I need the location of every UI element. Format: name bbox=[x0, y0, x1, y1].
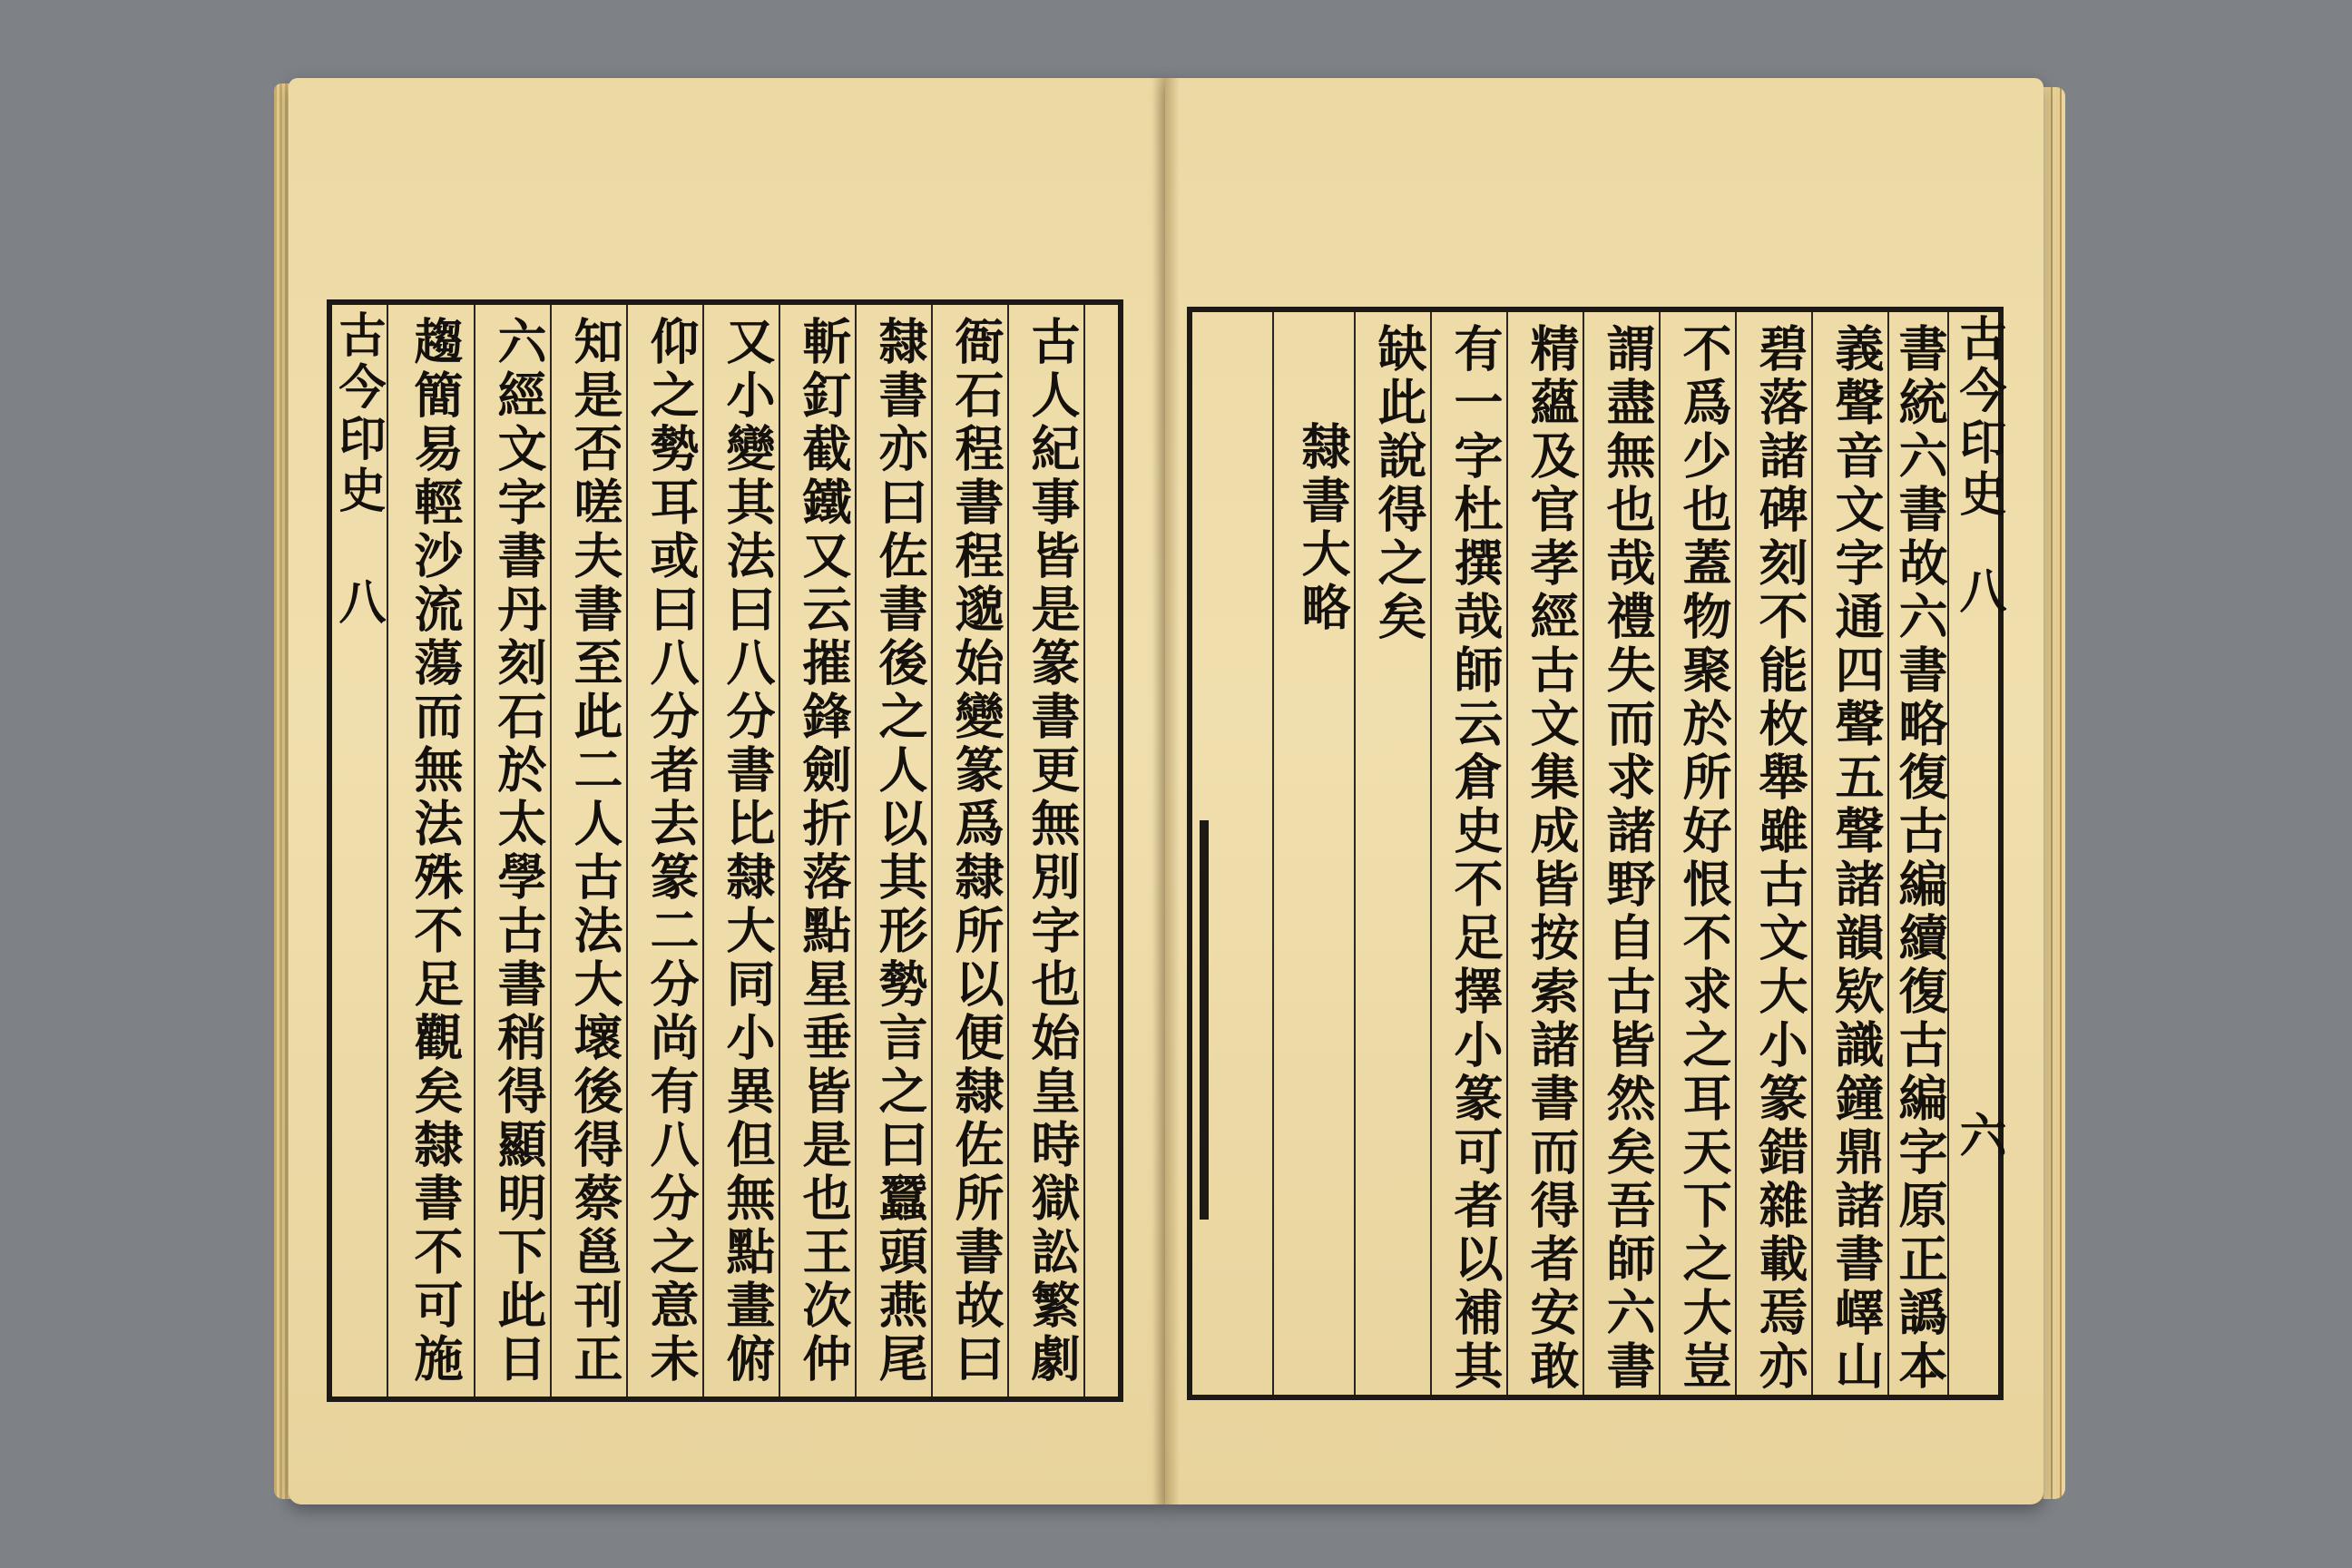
left-text-column-5: 又小變其法曰八分書比隸大同小異但無點畫俯 bbox=[719, 316, 777, 1387]
left-text-column-9: 趨簡易輕沙流蕩而無法殊不足觀矣隸書不可施 bbox=[407, 316, 465, 1387]
right-text-column-5: 謂盡無也哉禮失而求諸野自古皆然矣吾師六書 bbox=[1599, 323, 1657, 1394]
column-rule bbox=[855, 305, 857, 1396]
left-text-column-1: 古人紀事皆是篆書更無別字也始皇時獄訟繁劇 bbox=[1024, 316, 1082, 1387]
book-gutter bbox=[1152, 78, 1180, 1504]
right-page-folio-mark: 八 bbox=[1951, 566, 2006, 618]
column-rule bbox=[626, 305, 628, 1396]
right-text-column-3: 碧落諸碑刻不能枚舉雖古文大小篆錯雜載焉亦 bbox=[1751, 323, 1809, 1394]
column-rule bbox=[550, 305, 552, 1396]
column-rule bbox=[1007, 305, 1009, 1396]
left-page-title: 古今印史 bbox=[330, 310, 386, 517]
column-rule bbox=[702, 305, 704, 1396]
right-page-folio: 六 bbox=[1951, 1111, 2006, 1162]
column-rule bbox=[779, 305, 780, 1396]
column-rule bbox=[931, 305, 933, 1396]
left-page-folio: 八 bbox=[330, 577, 386, 629]
column-rule bbox=[1083, 305, 1085, 1396]
right-text-column-4: 不爲少也蓋物聚於所好恨不求之耳天下之大豈 bbox=[1675, 323, 1733, 1394]
right-text-column-7: 有一字杜撰哉師云倉史不足擇小篆可者以補其 bbox=[1446, 323, 1504, 1394]
column-rule bbox=[1735, 312, 1737, 1395]
right-page-title: 古今印史 bbox=[1951, 314, 2006, 521]
left-text-column-6: 仰之勢耳或曰八分者去篆二分尚有八分之意未 bbox=[642, 316, 701, 1387]
left-text-frame bbox=[327, 299, 1123, 1402]
section-heading: 隸書大略 bbox=[1294, 421, 1352, 635]
column-rule bbox=[1887, 312, 1889, 1395]
section-divider-mark bbox=[1200, 820, 1209, 1220]
right-text-frame bbox=[1187, 307, 2004, 1400]
column-rule bbox=[1811, 312, 1813, 1395]
right-text-column-1: 書統六書故六書略復古編續復古編字原正譌本 bbox=[1891, 323, 1949, 1394]
column-rule bbox=[1430, 312, 1432, 1395]
column-rule bbox=[1506, 312, 1508, 1395]
column-rule bbox=[387, 305, 388, 1396]
left-text-column-2: 衙石程書程邈始變篆爲隸所以便隸佐所書故曰 bbox=[947, 316, 1005, 1387]
right-text-column-8: 缺此說得之矣 bbox=[1370, 323, 1428, 644]
column-rule bbox=[474, 305, 475, 1396]
column-rule bbox=[1583, 312, 1584, 1395]
left-text-column-7: 知是否嗟夫書至此二人古法大壞後得蔡邕刊正 bbox=[566, 316, 624, 1387]
left-text-column-4: 斬釘截鐵又云摧鋒劍折落點星垂皆是也王次仲 bbox=[795, 316, 853, 1387]
column-rule bbox=[1354, 312, 1356, 1395]
right-text-column-2: 義聲音文字通四聲五聲諸韻欵識鐘鼎諸書嶧山 bbox=[1828, 323, 1886, 1394]
left-text-column-3: 隸書亦曰佐書後之人以其形勢言之曰蠶頭燕尾 bbox=[871, 316, 929, 1387]
column-rule bbox=[1272, 312, 1274, 1395]
left-text-column-8: 六經文字書丹刻石於太學古書稍得顯明下此日 bbox=[490, 316, 548, 1387]
right-text-column-6: 精蘊及官孝經古文集成皆按索諸書而得者安敢 bbox=[1523, 323, 1581, 1394]
column-rule bbox=[1659, 312, 1661, 1395]
